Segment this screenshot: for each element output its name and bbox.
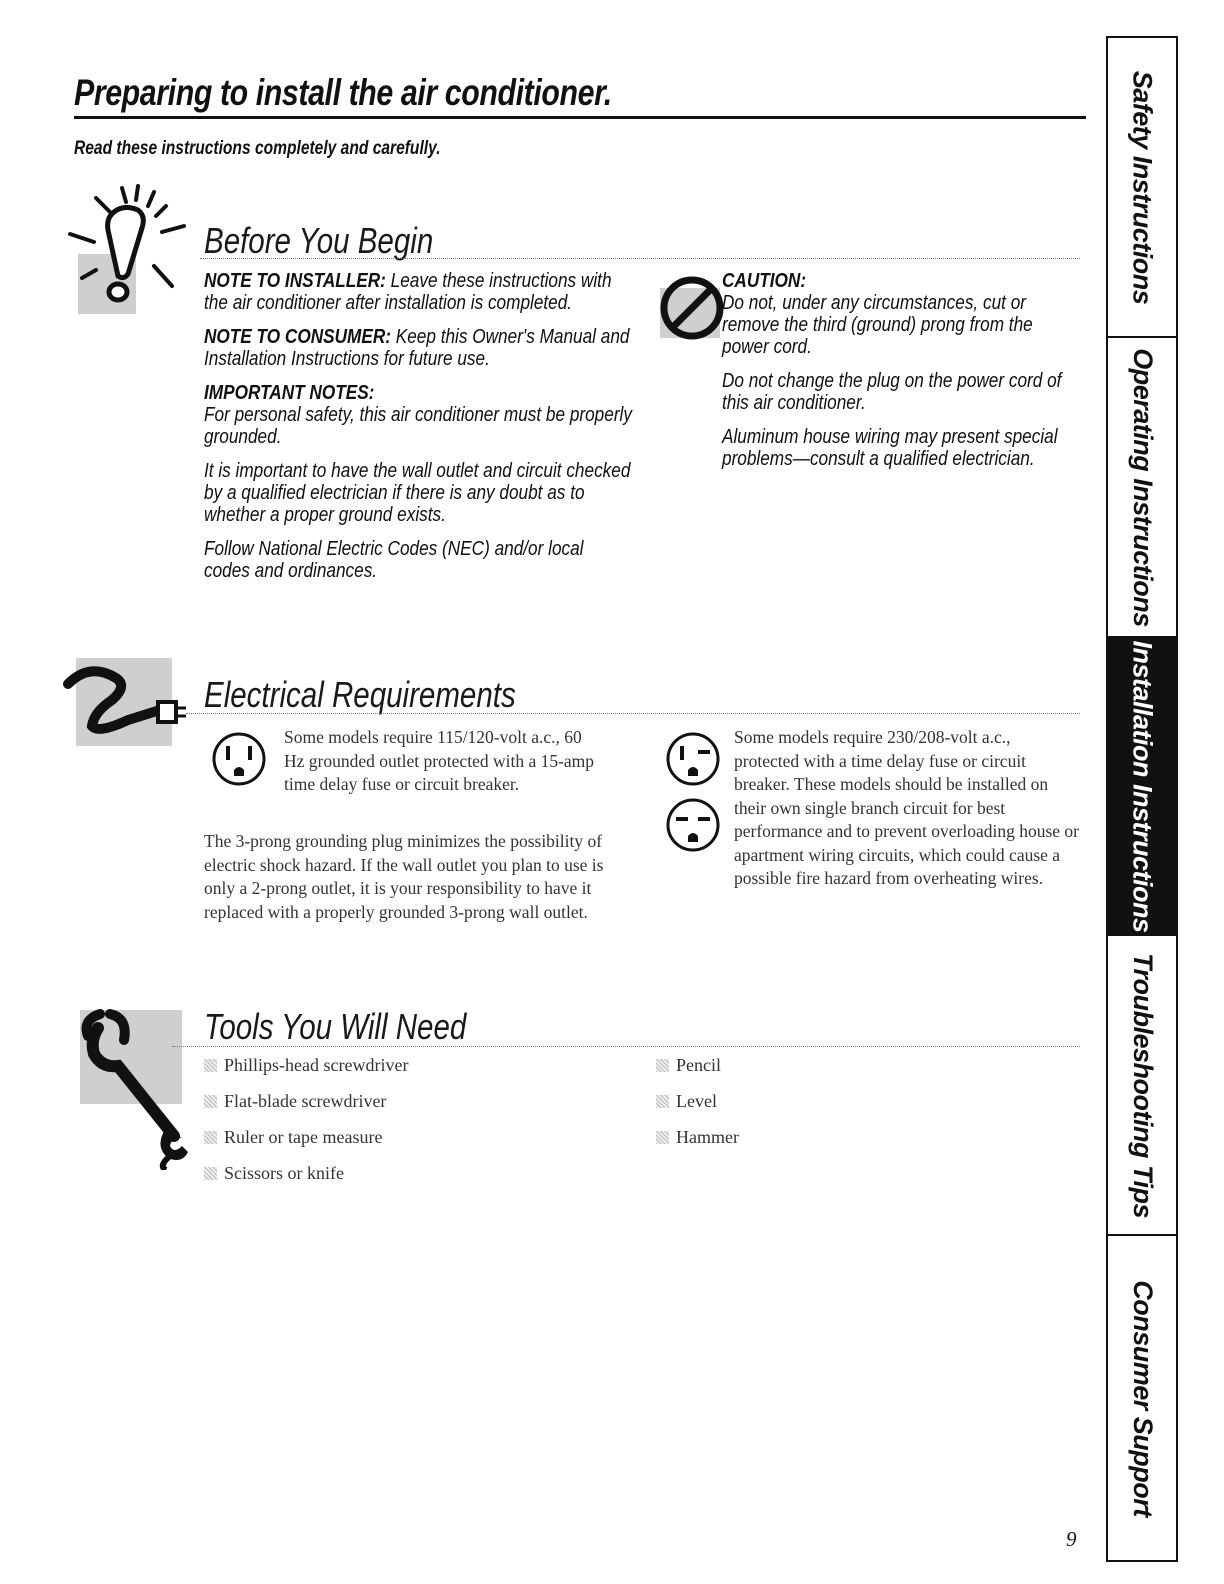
tab-troubleshooting-tips[interactable]: Troubleshooting Tips bbox=[1108, 936, 1176, 1236]
section-rule bbox=[172, 1046, 1080, 1047]
title-rule bbox=[74, 116, 1086, 119]
section-rule bbox=[186, 713, 1080, 714]
list-item: Phillips-head screwdriver bbox=[204, 1055, 408, 1091]
page-subtitle: Read these instructions completely and carefully. bbox=[74, 138, 441, 159]
bullet-icon bbox=[204, 1059, 217, 1072]
tab-safety-instructions[interactable]: Safety Instructions bbox=[1108, 38, 1176, 338]
prohibited-icon bbox=[656, 270, 728, 342]
electrical-right-body: Some models require 230/208-volt a.c., protected with a time delay fuse or circuit breaker. These models should be installed on their own single branch circuit for best performance and to prevent overloading house or apartment wiring circuits, which could cause a possible fire hazard from overheating wires. bbox=[734, 727, 1080, 888]
section-rule bbox=[200, 258, 1080, 259]
list-item: Hammer bbox=[656, 1127, 739, 1163]
bullet-icon bbox=[656, 1059, 669, 1072]
bullet-icon bbox=[204, 1131, 217, 1144]
section-title-before-you-begin: Before You Begin bbox=[204, 220, 434, 261]
list-item: Flat-blade screwdriver bbox=[204, 1091, 408, 1127]
list-item: Scissors or knife bbox=[204, 1163, 408, 1199]
tab-operating-instructions[interactable]: Operating Instructions bbox=[1108, 338, 1176, 638]
caution-column bbox=[722, 270, 1083, 482]
list-item: Pencil bbox=[656, 1055, 739, 1091]
caution-3: Aluminum house wiring may present special problems—consult a qualified electrician. bbox=[722, 426, 1058, 470]
important-notes: IMPORTANT NOTES: For personal safety, this air conditioner must be properly grounded. bbox=[204, 382, 632, 448]
power-plug-icon bbox=[58, 656, 188, 748]
page-title: Preparing to install the air conditioner. bbox=[74, 72, 612, 113]
before-you-begin-left-column bbox=[204, 270, 634, 594]
note-to-installer: NOTE TO INSTALLER: Leave these instructions with the air conditioner after installation is completed. bbox=[204, 270, 612, 314]
bullet-icon bbox=[656, 1131, 669, 1144]
list-item: Level bbox=[656, 1091, 739, 1127]
outlet-230v-icon bbox=[664, 730, 722, 788]
tab-consumer-support[interactable]: Consumer Support bbox=[1127, 1279, 1158, 1517]
note-to-consumer: NOTE TO CONSUMER: Keep this Owner's Manual and Installation Instructions for future use. bbox=[204, 326, 630, 370]
list-item: Ruler or tape measure bbox=[204, 1127, 408, 1163]
important-note-3: Follow National Electric Codes (NEC) and/or local codes and ordinances. bbox=[204, 538, 584, 582]
caution-2: Do not change the plug on the power cord of this air conditioner. bbox=[722, 370, 1062, 414]
important-note-2: It is important to have the wall outlet and circuit checked by a qualified electrician if there is any doubt as to whether a proper ground exists. bbox=[204, 460, 631, 526]
bullet-icon bbox=[204, 1167, 217, 1180]
outlet-208v-icon bbox=[664, 796, 722, 854]
tools-list-left bbox=[204, 1055, 408, 1199]
section-sidebar bbox=[1106, 36, 1178, 1562]
warning-exclamation-icon bbox=[66, 182, 196, 322]
tab-installation-instructions[interactable]: Installation Instructions bbox=[1108, 638, 1176, 936]
section-title-electrical-requirements: Electrical Requirements bbox=[204, 674, 516, 715]
electrical-left-intro: Some models require 115/120-volt a.c., 60 Hz grounded outlet protected with a 15-amp time delay fuse or circuit breaker. bbox=[284, 727, 595, 794]
wrench-icon bbox=[70, 1006, 200, 1170]
tools-list-right bbox=[656, 1055, 739, 1163]
electrical-left-body: The 3-prong grounding plug minimizes the possibility of electric shock hazard. If the wall outlet you plan to use is only a 2-prong outlet, it is your responsibility to have it replaced with a properly grounded 3-prong wall outlet. bbox=[204, 831, 604, 922]
bullet-icon bbox=[656, 1095, 669, 1108]
caution-1: CAUTION: Do not, under any circumstances, cut or remove the third (ground) prong from the power cord. bbox=[722, 270, 1033, 358]
outlet-115v-icon bbox=[210, 730, 268, 788]
page-number: 9 bbox=[1066, 1527, 1077, 1551]
section-title-tools: Tools You Will Need bbox=[204, 1006, 467, 1047]
bullet-icon bbox=[204, 1095, 217, 1108]
